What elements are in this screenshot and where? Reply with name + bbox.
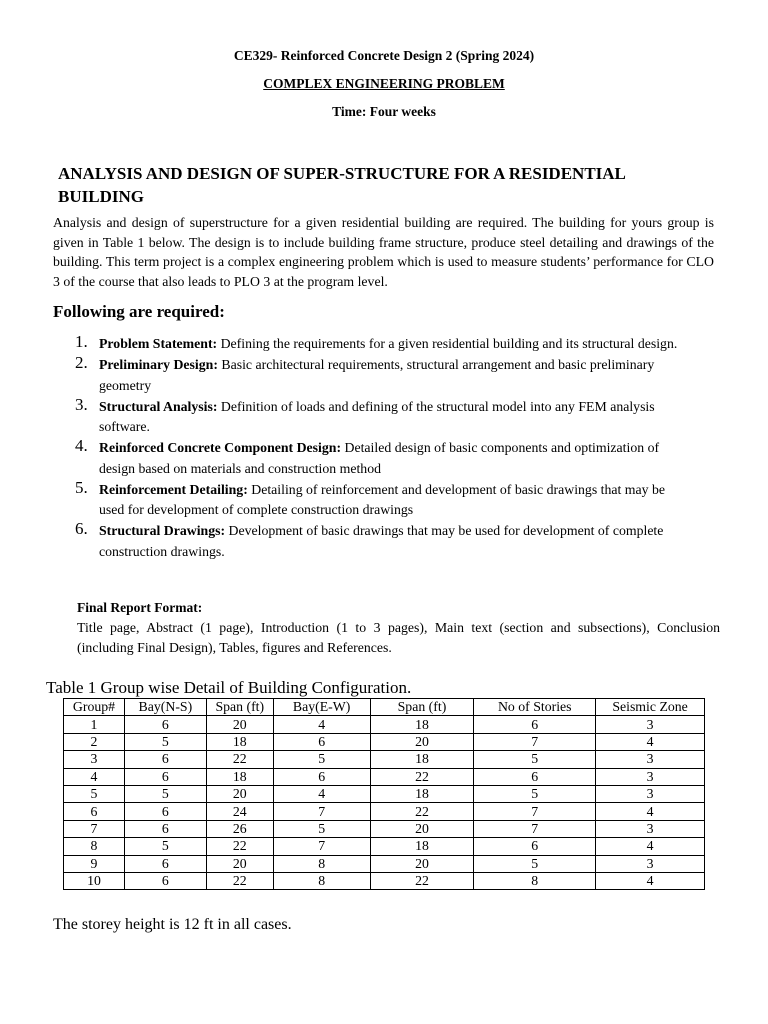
table-cell: 4	[596, 838, 705, 855]
requirement-item	[72, 355, 692, 396]
table-cell: 7	[273, 803, 370, 820]
table-cell: 20	[206, 855, 273, 872]
table-cell: 18	[370, 716, 474, 733]
intro-paragraph: Analysis and design of superstructure for a given residential building are required. The building for yours group is given in Table 1 below. The design is to include building frame structure, produce steel detailing and drawings of the building. This term project is a complex engineering problem which is used to measure students’ performance for CLO 3 of the course that also leads to PLO 3 at the program level.	[53, 215, 714, 289]
table-cell: 4	[596, 733, 705, 750]
table-row	[64, 751, 705, 768]
table-row	[64, 716, 705, 733]
table-cell: 6	[124, 768, 206, 785]
table-cell: 4	[273, 716, 370, 733]
report-format-text: Title page, Abstract (1 page), Introduction (1 to 3 pages), Main text (section and subsections), Conclusion (including Final Design), Tables, figures and References.	[77, 620, 720, 655]
table-cell: 18	[370, 785, 474, 802]
requirement-item	[72, 438, 692, 479]
requirement-text: Defining the requirements for a given residential building and its structural design.	[217, 336, 678, 351]
table-cell: 18	[370, 751, 474, 768]
table-header-row	[64, 699, 705, 716]
table-row	[64, 785, 705, 802]
table-cell: 5	[474, 751, 596, 768]
table-row	[64, 803, 705, 820]
table-cell: 6	[124, 803, 206, 820]
table-cell: 18	[370, 838, 474, 855]
requirement-number: 6.	[75, 519, 88, 538]
table-cell: 22	[206, 872, 273, 889]
table-cell: 3	[64, 751, 125, 768]
table-cell: 6	[124, 855, 206, 872]
column-header: Bay(N-S)	[124, 699, 206, 716]
table-cell: 6	[273, 733, 370, 750]
requirement-item	[72, 477, 692, 521]
time-allowed: Time: Four weeks	[332, 104, 436, 119]
table-cell: 4	[596, 872, 705, 889]
requirement-label: Structural Drawings:	[99, 523, 226, 538]
table-cell: 6	[474, 768, 596, 785]
column-header: No of Stories	[474, 699, 596, 716]
table-cell: 4	[64, 768, 125, 785]
table-cell: 3	[596, 820, 705, 837]
problem-subtitle: COMPLEX ENGINEERING PROBLEM	[263, 76, 505, 91]
table-cell: 20	[370, 820, 474, 837]
table-cell: 5	[273, 751, 370, 768]
table-cell: 8	[474, 872, 596, 889]
table-cell: 18	[206, 768, 273, 785]
requirement-item	[72, 394, 692, 438]
requirement-item	[72, 521, 692, 562]
requirement-item	[72, 334, 692, 355]
table-cell: 6	[474, 716, 596, 733]
table-cell: 22	[206, 751, 273, 768]
table-cell: 6	[124, 820, 206, 837]
requirement-number: 5.	[75, 477, 88, 497]
table-row	[64, 872, 705, 889]
table-cell: 8	[64, 838, 125, 855]
table-cell: 8	[273, 872, 370, 889]
table-cell: 1	[64, 716, 125, 733]
table-body	[64, 716, 705, 890]
table-cell: 6	[124, 751, 206, 768]
table-cell: 20	[206, 716, 273, 733]
requirements-heading: Following are required:	[53, 302, 225, 321]
table-cell: 20	[370, 733, 474, 750]
table-cell: 4	[596, 803, 705, 820]
table-cell: 7	[64, 820, 125, 837]
table-cell: 18	[206, 733, 273, 750]
table-cell: 7	[474, 803, 596, 820]
requirement-number: 1.	[75, 332, 88, 351]
table-cell: 5	[124, 838, 206, 855]
table-cell: 5	[474, 855, 596, 872]
requirement-text: Development of basic drawings that may be used for development of complete construction drawings.	[99, 523, 664, 559]
column-header: Group#	[64, 699, 125, 716]
column-header: Span (ft)	[206, 699, 273, 716]
table-cell: 3	[596, 855, 705, 872]
table-row	[64, 820, 705, 837]
table-row	[64, 838, 705, 855]
table-cell: 22	[206, 838, 273, 855]
page-title: ANALYSIS AND DESIGN OF SUPER-STRUCTURE FOR A RESIDENTIAL BUILDING	[58, 164, 625, 206]
table-cell: 6	[124, 716, 206, 733]
report-format-heading: Final Report Format:	[77, 600, 203, 615]
table-cell: 20	[206, 785, 273, 802]
table-cell: 2	[64, 733, 125, 750]
course-title: CE329- Reinforced Concrete Design 2 (Spring 2024)	[233, 48, 535, 63]
table-cell: 5	[124, 785, 206, 802]
table-caption: Table 1 Group wise Detail of Building Configuration.	[46, 678, 412, 697]
table-cell: 7	[474, 733, 596, 750]
table-cell: 5	[273, 820, 370, 837]
requirement-text: Detailing of reinforcement and development of basic drawings that may be used for development of complete construction drawings	[99, 481, 666, 517]
requirement-label: Reinforcement Detailing:	[99, 481, 248, 497]
table-cell: 3	[596, 785, 705, 802]
table-row	[64, 768, 705, 785]
table-cell: 5	[474, 785, 596, 802]
requirement-label: Structural Analysis:	[99, 398, 218, 414]
table-row	[64, 733, 705, 750]
requirement-label: Problem Statement:	[99, 336, 218, 351]
column-header: Span (ft)	[370, 699, 474, 716]
table-row	[64, 855, 705, 872]
storey-height-note: The storey height is 12 ft in all cases.	[53, 916, 292, 933]
table-cell: 22	[370, 872, 474, 889]
column-header: Seismic Zone	[596, 699, 705, 716]
table-cell: 10	[64, 872, 125, 889]
table-cell: 7	[474, 820, 596, 837]
requirement-text: Definition of loads and defining of the structural model into any FEM analysis software.	[99, 398, 655, 434]
requirement-number: 3.	[75, 394, 88, 414]
column-header: Bay(E-W)	[273, 699, 370, 716]
table-cell: 6	[124, 872, 206, 889]
requirement-text: Basic architectural requirements, structural arrangement and basic preliminary geometry	[99, 357, 655, 393]
table-cell: 6	[474, 838, 596, 855]
table-cell: 3	[596, 716, 705, 733]
requirement-number: 4.	[75, 436, 88, 455]
table-cell: 20	[370, 855, 474, 872]
table-cell: 3	[596, 768, 705, 785]
requirements-list	[72, 334, 692, 563]
table-cell: 6	[273, 768, 370, 785]
table-cell: 5	[124, 733, 206, 750]
requirement-text: Detailed design of basic components and optimization of design based on materials and construction method	[99, 440, 660, 476]
table-cell: 5	[64, 785, 125, 802]
requirement-number: 2.	[75, 353, 88, 372]
table-cell: 22	[370, 768, 474, 785]
table-cell: 8	[273, 855, 370, 872]
requirement-label: Preliminary Design:	[99, 357, 218, 372]
building-config-table	[63, 698, 705, 890]
table-cell: 4	[273, 785, 370, 802]
table-cell: 6	[64, 803, 125, 820]
table-cell: 3	[596, 751, 705, 768]
table-cell: 7	[273, 838, 370, 855]
table-cell: 26	[206, 820, 273, 837]
table-cell: 22	[370, 803, 474, 820]
table-cell: 24	[206, 803, 273, 820]
table-cell: 9	[64, 855, 125, 872]
requirement-label: Reinforced Concrete Component Design:	[99, 440, 342, 455]
